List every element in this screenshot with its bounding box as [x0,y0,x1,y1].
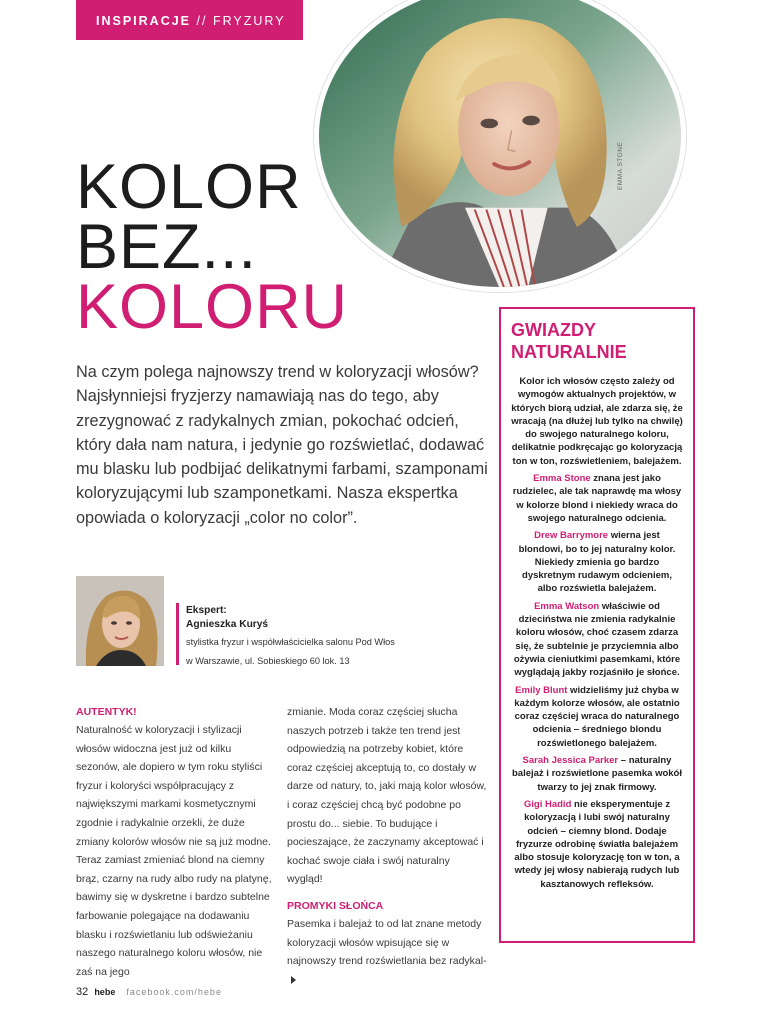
headline [76,152,349,342]
sidebar-entry [511,684,683,750]
article-paragraph-2 [287,915,487,989]
sidebar-entry [511,529,683,595]
sidebar-entry-name: Emily Blunt [515,684,568,696]
section-heading-autentyk: AUTENTYK! [76,706,137,718]
sidebar-entry-text: wierna jest blondowi, bo to jej naturalny kolor. Niekiedy zmienia go bardzo dyskretnym rudawym odcieniem, albo rozświetla balejażem. [518,530,676,595]
section-tag [76,0,303,40]
headline-line-1: KOLOR [76,152,302,222]
lead-paragraph: Na czym polega najnowszy trend w koloryzacji włosów? Najsłynniejsi fryzjerzy namawiają nas do tego, aby zrezygnować z radykalnych zmian, pokochać odcień, który dała nam natura, i jedynie go rozświetlać, dodawać mu blasku lub podbijać delikatnymi farbami, szamponami koloryzującymi lub szamponetkami. Nasza ekspertka opowiada o koloryzacji „color no color”. [76,363,488,527]
sidebar-entry-name: Emma Stone [533,473,591,485]
sidebar-entry [511,798,683,891]
headline-line-3: KOLORU [76,272,349,342]
sidebar-entry-name: Drew Barrymore [534,530,609,542]
celebrity-portrait [314,0,686,292]
section-heading-promyki: PROMYKI SŁOŃCA [287,899,384,912]
sidebar-entry-text: nie eksperymentuje z koloryzacją i lubi swój naturalny odcień – ciemny blond. Dodaje fryzurze odrobinę światła balejażem albo stosuje koloryzację ton w ton, a wtedy jej włosy nabierają rudych lub kasztanowych refleksów. [514,798,680,890]
page-footer [76,986,222,998]
portrait-illustration [319,0,681,287]
sidebar-title-line-2: NATURALNIE [511,342,627,362]
sidebar-body [511,375,683,891]
section-tag-sub: FRYZURY [212,14,286,28]
expert-name: Agnieszka Kuryś [186,619,269,630]
sidebar-entry-name: Emma Watson [534,600,600,612]
expert-photo [76,576,164,666]
expert-info [186,604,436,671]
sidebar-entry-text: właściwie od dzieciństwa nie zmienia radykalnie koloru włosów, choć czasem zdarza się, że subtelnie je przyciemnia albo ożywia cieniutkimi pasemkami, które wyglądają jakby rozjaśniło je słońce. [513,600,681,679]
article-paragraph-1: Naturalność w koloryzacji i stylizacji włosów widoczna jest już od kilku sezonów, ale dopiero w tym roku styliści fryzur i koloryści współpracujący z największymi markami kosmetycznymi zgodnie i radykalnie orzekli, że duże zmiany kolorów włosów nie są już modne. Teraz zamiast zmieniać blond na ciemny brąz, czarny na rudy albo rudy na platynę, bawimy się w dyskretne i bardzo subtelne farbowanie polegające na dodawaniu blasku i rozświetlaniu lub odświeżaniu naszego naturalnego koloru włosów, nie zaś na jego [76,724,272,978]
sidebar-entry [511,472,683,525]
facebook-link[interactable]: facebook.com/hebe [126,987,222,997]
expert-label: Ekspert: [186,605,227,616]
sidebar-title [511,319,683,363]
expert-accent-bar [176,603,179,665]
article-column-1 [76,703,276,981]
expert-description: stylistka fryzur i współwłaścicielka salonu Pod Włos w Warszawie, ul. Sobieskiego 60 lok. 13 [186,637,395,666]
sidebar-title-line-1: GWIAZDY [511,320,596,340]
sidebar-entry-name: Sarah Jessica Parker [522,755,619,767]
headline-line-2: BEZ... [76,212,258,282]
section-tag-separator: // [196,14,208,28]
continue-arrow-icon [291,976,296,984]
sidebar-entry-name: Gigi Hadid [523,798,572,810]
section-tag-main: INSPIRACJE [96,14,192,28]
photo-credit: EMMA STONE [617,141,624,190]
sidebar-box [499,307,695,943]
sidebar-entry [511,754,683,794]
sidebar-intro: Kolor ich włosów często zależy od wymogów aktualnych projektów, w których biorą udział, ale zdarza się, że wracają (na dłużej lub tylko na chwilę) do swojego naturalnego koloru, delikatnie podkręcając go koloryzacją ton w ton, rozświetleniem, balejażem. [511,376,683,467]
sidebar-entry-text: – naturalny balejaż i rozświetlone pasemka wokół twarzy to jej znak firmowy. [511,755,682,793]
page-number: 32 [76,986,89,998]
expert-portrait-illustration [76,576,164,666]
brand-logo: hebe [94,987,116,997]
sidebar-entry-text: znana jest jako rudzielec, ale tak naprawdę ma włosy w kolorze blond i niekiedy wraca do swojego naturalnego odcienia. [512,473,682,524]
article-paragraph-2-text: Pasemka i balejaż to od lat znane metody koloryzacji włosów wpisujące się w najnowszy trend rozświetlania bez radykal- [287,917,487,968]
sidebar-entry [511,600,683,680]
article-column-2 [287,703,487,989]
article-paragraph-1-continued: zmianie. Moda coraz częściej słucha naszych potrzeb i także ten trend jest odpowiedzią na potrzeby kobiet, które coraz częściej akceptują to, co dostały w darze od natury, to, jaki mają kolor włosów, i coraz częściej chcą być podobne po prostu do... siebie. To budujące i pocieszające, że zaczynamy akceptować i kochać swoje ciała i swój naturalny wygląd! [287,706,487,886]
sidebar-entry-text: widzieliśmy już chyba w każdym kolorze włosów, ale ostatnio coraz częściej wraca do naturalnego odcienia – średniego blondu rozświetlonego balejażem. [514,684,680,749]
